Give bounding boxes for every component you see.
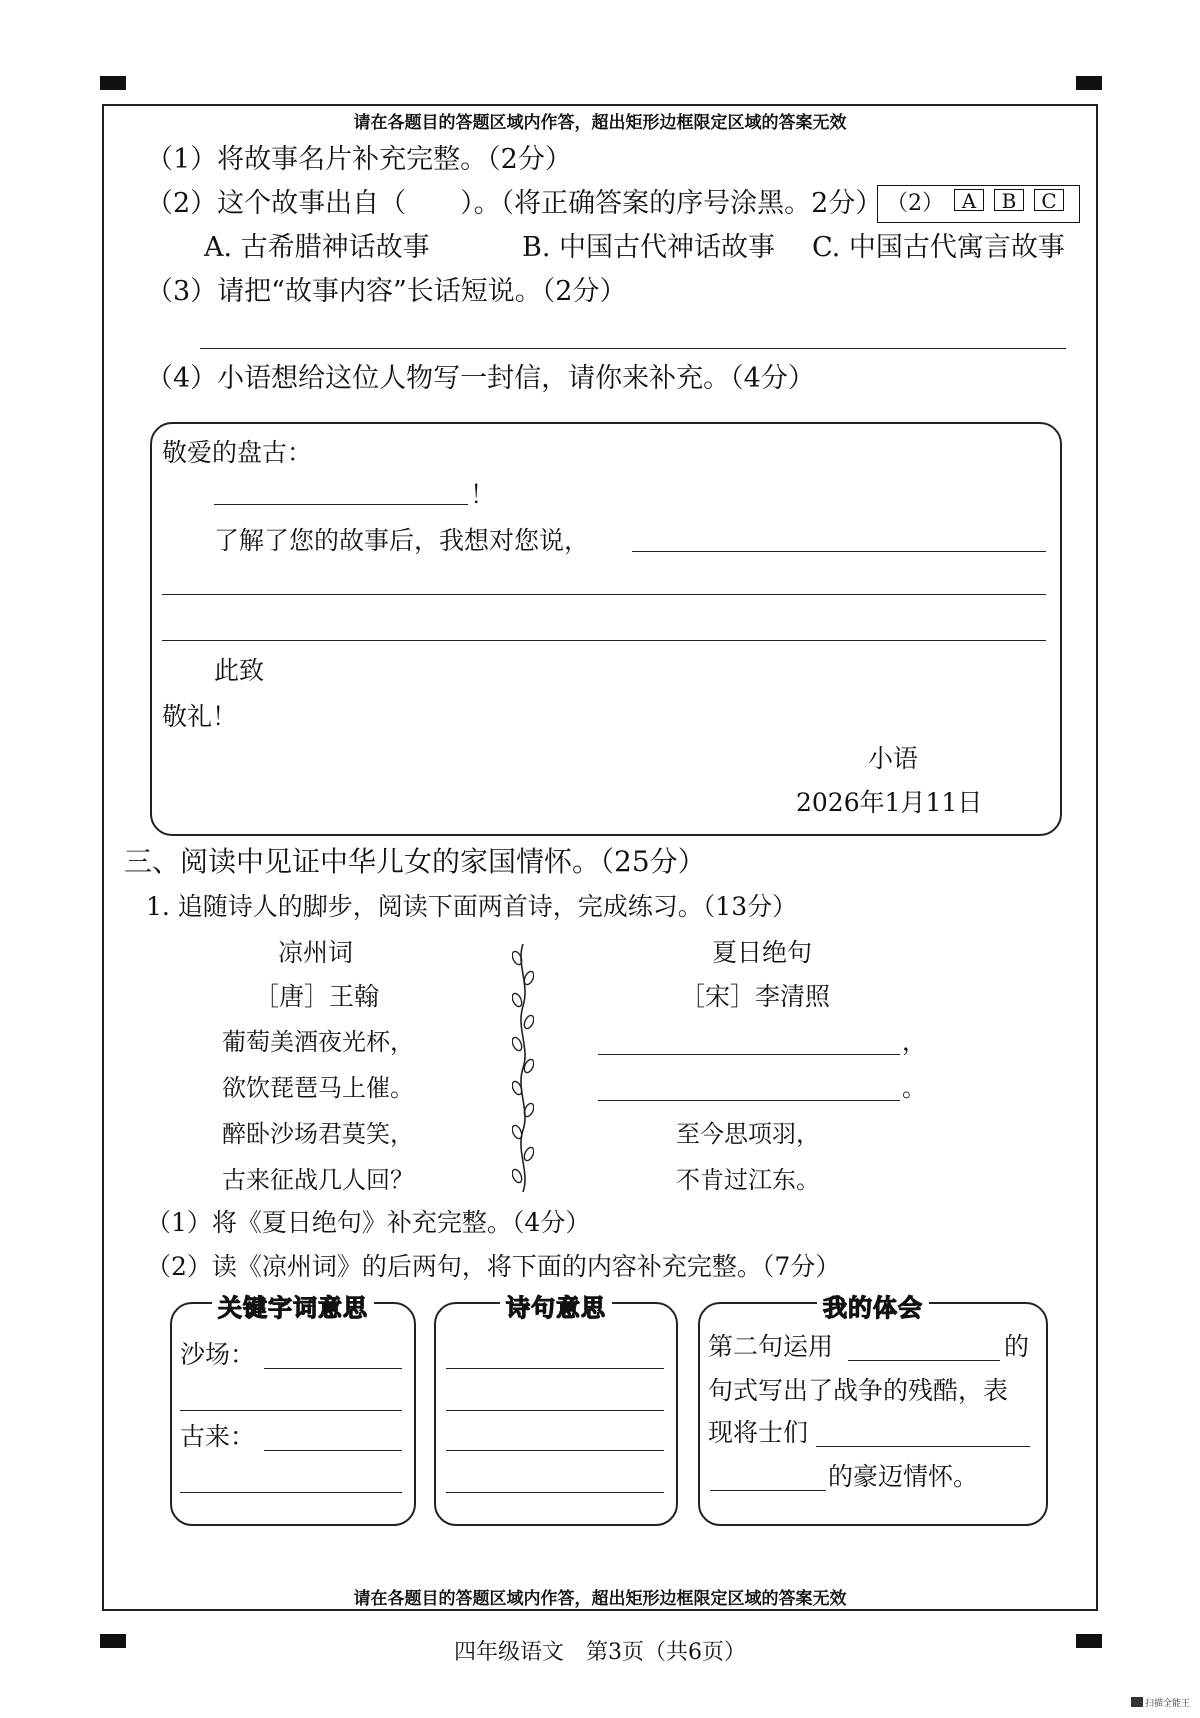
letter-closing-2: 敬礼！ <box>162 702 238 731</box>
answer-line[interactable] <box>816 1446 1030 1447</box>
poem-1-title: 凉州词 <box>278 938 354 967</box>
poem-2-mark: ， <box>902 1028 926 1056</box>
scanner-watermark <box>1131 1696 1190 1709</box>
answer-line[interactable] <box>200 348 1066 349</box>
option-c-bubble[interactable]: C <box>1034 189 1064 211</box>
answer-bubble-box <box>877 185 1080 223</box>
section-3-question-1: 1. 追随诗人的脚步，阅读下面两首诗，完成练习。（13分） <box>146 892 798 921</box>
poem-1-line: 醉卧沙场君莫笑， <box>222 1120 414 1148</box>
answer-line[interactable] <box>264 1450 402 1451</box>
answer-line[interactable] <box>180 1492 402 1493</box>
feeling-text: 现将士们 <box>708 1418 809 1447</box>
meaning-card-title: 诗句意思 <box>500 1288 612 1323</box>
letter-greeting: 敬爱的盘古： <box>162 438 313 467</box>
poem-1-line: 古来征战几人回？ <box>222 1166 414 1194</box>
answer-line[interactable] <box>632 551 1046 552</box>
poem-2-line: 不肯过江东。 <box>676 1166 820 1194</box>
poem-1-line: 欲饮琵琶马上催。 <box>222 1074 414 1102</box>
poem-2-author: ［宋］李清照 <box>680 982 831 1011</box>
feeling-text: 的 <box>1004 1332 1030 1361</box>
section-3-sub-1: （1）将《夏日绝句》补充完整。（4分） <box>146 1208 591 1237</box>
keywords-card-title: 关键字词意思 <box>212 1288 374 1323</box>
poem-2-title: 夏日绝句 <box>712 938 813 967</box>
answer-line[interactable] <box>264 1368 402 1369</box>
section-3-heading: 三、阅读中见证中华儿女的家国情怀。（25分） <box>124 845 706 878</box>
vine-divider-icon <box>512 944 534 1192</box>
poem-2-mark: 。 <box>902 1074 926 1102</box>
answer-line[interactable] <box>214 504 468 505</box>
question-3: （3）请把“故事内容”长话短说。（2分） <box>146 276 627 307</box>
option-c: C. 中国古代寓言故事 <box>812 232 1065 263</box>
notice-top: 请在各题目的答题区域内作答，超出矩形边框限定区域的答案无效 <box>353 113 847 133</box>
feeling-text: 的豪迈情怀。 <box>828 1462 979 1491</box>
notice-bottom: 请在各题目的答题区域内作答，超出矩形边框限定区域的答案无效 <box>353 1589 847 1609</box>
keyword-shachang: 沙场： <box>180 1340 256 1369</box>
watermark-text: 扫描全能王 <box>1144 1699 1190 1709</box>
answer-line[interactable] <box>162 594 1046 595</box>
answer-line[interactable] <box>162 640 1046 641</box>
section-3-sub-2: （2）读《凉州词》的后两句，将下面的内容补充完整。（7分） <box>146 1252 841 1281</box>
registration-mark <box>100 76 126 90</box>
poem-1-author: ［唐］王翰 <box>254 982 380 1011</box>
letter-date: 2026年1月11日 <box>796 788 983 817</box>
poem-blank-line[interactable] <box>598 1100 900 1101</box>
option-a-bubble[interactable]: A <box>954 189 984 211</box>
page-footer: 四年级语文 第3页（共6页） <box>454 1640 746 1665</box>
question-2: （2）这个故事出自（ ）。（将正确答案的序号涂黑。2分） <box>146 188 883 219</box>
letter-body: 了解了您的故事后，我想对您说， <box>214 526 590 555</box>
letter-exclaim: ！ <box>470 480 496 509</box>
scanner-logo-icon <box>1131 1697 1143 1707</box>
poem-blank-line[interactable] <box>598 1054 900 1055</box>
registration-mark <box>1076 76 1102 90</box>
poem-2-line: 至今思项羽， <box>676 1120 820 1148</box>
keyword-gulai: 古来： <box>180 1422 256 1451</box>
feeling-text: 第二句运用 <box>708 1332 834 1361</box>
answer-line[interactable] <box>446 1368 664 1369</box>
answer-bubble-label: （2） <box>886 191 944 216</box>
option-b-bubble[interactable]: B <box>994 189 1024 211</box>
feeling-card-title: 我的体会 <box>817 1288 929 1323</box>
option-b: B. 中国古代神话故事 <box>522 232 776 263</box>
answer-line[interactable] <box>446 1410 664 1411</box>
answer-line[interactable] <box>446 1450 664 1451</box>
letter-box <box>150 422 1062 836</box>
feeling-text: 句式写出了战争的残酷，表 <box>708 1376 1009 1405</box>
letter-signature: 小语 <box>868 744 919 773</box>
option-a: A. 古希腊神话故事 <box>204 232 430 263</box>
answer-line[interactable] <box>446 1492 664 1493</box>
letter-closing-1: 此致 <box>214 656 265 685</box>
answer-line[interactable] <box>848 1360 1000 1361</box>
answer-line[interactable] <box>710 1490 826 1491</box>
poem-1-line: 葡萄美酒夜光杯， <box>222 1028 414 1056</box>
question-4: （4）小语想给这位人物写一封信，请你来补充。（4分） <box>146 363 815 394</box>
answer-line[interactable] <box>180 1410 402 1411</box>
question-1: （1）将故事名片补充完整。（2分） <box>146 144 572 175</box>
